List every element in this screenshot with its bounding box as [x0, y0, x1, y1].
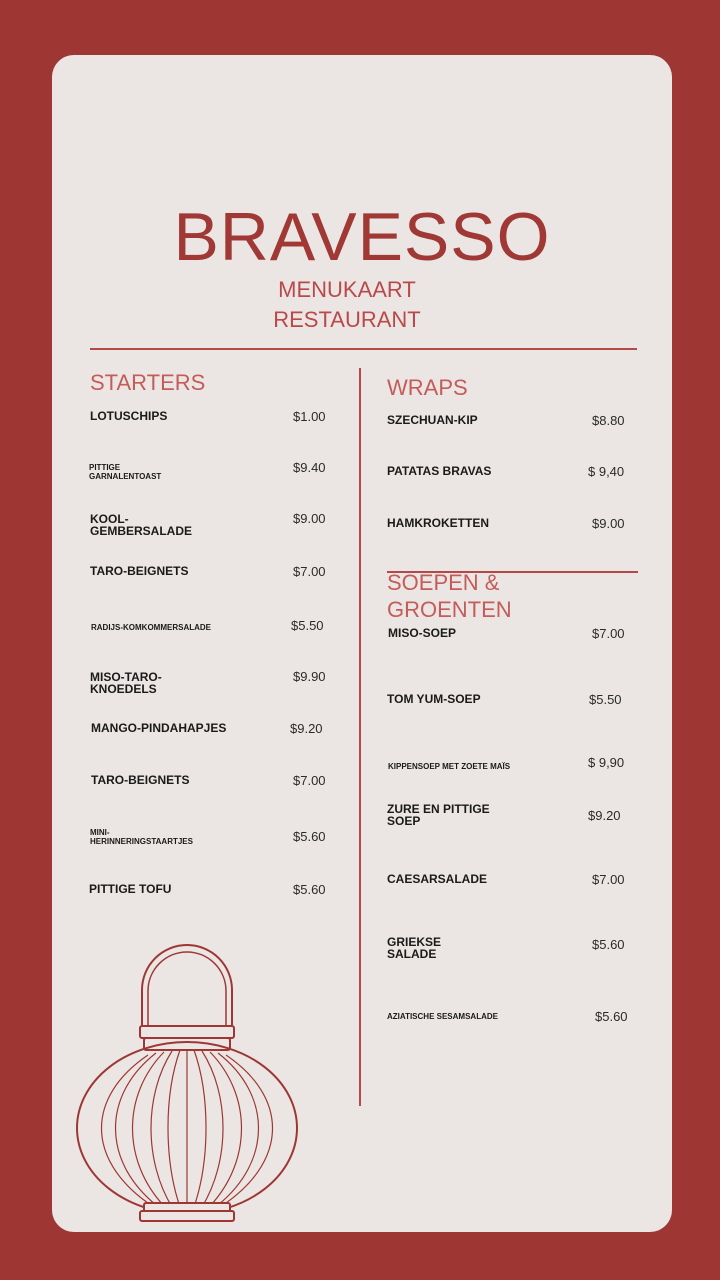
section-title-wraps: WRAPS: [387, 375, 468, 400]
menu-item-price: $7.00: [592, 872, 625, 887]
menu-item-price: $9.90: [293, 669, 326, 684]
menu-item-name: CAESARSALADE: [387, 872, 488, 886]
menu-item-price: $8.80: [592, 413, 625, 428]
menu-item-price: $5.50: [291, 618, 324, 633]
menu-item-name: RADIJS-KOMKOMMERSALADE: [91, 623, 211, 632]
menu-item-name: PITTIGE GARNALENTOAST: [89, 463, 162, 481]
menu-item-price: $5.60: [293, 882, 326, 897]
menu-item-name: KOOL-GEMBERSALADE: [90, 512, 193, 538]
section-title-starters: STARTERS: [90, 370, 206, 395]
menu-item-price: $ 9,90: [588, 755, 625, 770]
menu-item-name: HAMKROKETTEN: [387, 516, 489, 530]
menu-item-price: $5.60: [595, 1009, 628, 1024]
menu-item-name: LOTUSCHIPS: [90, 409, 168, 423]
menu-item-price: $9.20: [290, 721, 323, 736]
menu-item-name: GRIEKSE SALADE: [387, 935, 442, 961]
menu-item-price: $7.00: [293, 564, 326, 579]
menu-item-name: TARO-BEIGNETS: [91, 773, 190, 787]
menu-item-name: MANGO-PINDAHAPJES: [91, 721, 227, 735]
menu-item-name: TARO-BEIGNETS: [90, 564, 189, 578]
column-divider: [359, 368, 361, 1106]
paper-lantern-icon: [72, 935, 302, 1225]
section-title-soups: SOEPEN & GROENTEN: [387, 570, 512, 622]
menu-item-name: PITTIGE TOFU: [89, 882, 172, 896]
menu-item-price: $5.60: [293, 829, 326, 844]
menu-item-price: $5.50: [589, 692, 622, 707]
menu-item-name: ZURE EN PITTIGE SOEP: [387, 802, 490, 828]
menu-item-price: $9.40: [293, 460, 326, 475]
menu-item-name: MINI-HERINNERINGSTAARTJES: [90, 828, 193, 846]
menu-item-name: AZIATISCHE SESAMSALADE: [387, 1012, 498, 1021]
menu-card: [52, 55, 672, 1232]
menu-item-price: $9.20: [588, 808, 621, 823]
menu-item-price: $7.00: [592, 626, 625, 641]
menu-item-price: $7.00: [293, 773, 326, 788]
menu-item-name: SZECHUAN-KIP: [387, 413, 478, 427]
brand-title: BRAVESSO: [173, 199, 551, 275]
menu-item-price: $9.00: [293, 511, 326, 526]
menu-item-price: $ 9,40: [588, 464, 625, 479]
menu-item-name: PATATAS BRAVAS: [387, 464, 492, 478]
menu-item-name: TOM YUM-SOEP: [387, 692, 481, 706]
menu-item-name: MISO-SOEP: [388, 626, 457, 640]
header-divider: [90, 348, 637, 350]
menu-item-price: $9.00: [592, 516, 625, 531]
menu-item-name: MISO-TARO-KNOEDELS: [90, 670, 162, 696]
menu-item-price: $1.00: [293, 409, 326, 424]
menu-item-name: KIPPENSOEP MET ZOETE MAÏS: [388, 762, 511, 771]
menu-subtitle: MENUKAART RESTAURANT: [273, 277, 421, 332]
menu-item-price: $5.60: [592, 937, 625, 952]
